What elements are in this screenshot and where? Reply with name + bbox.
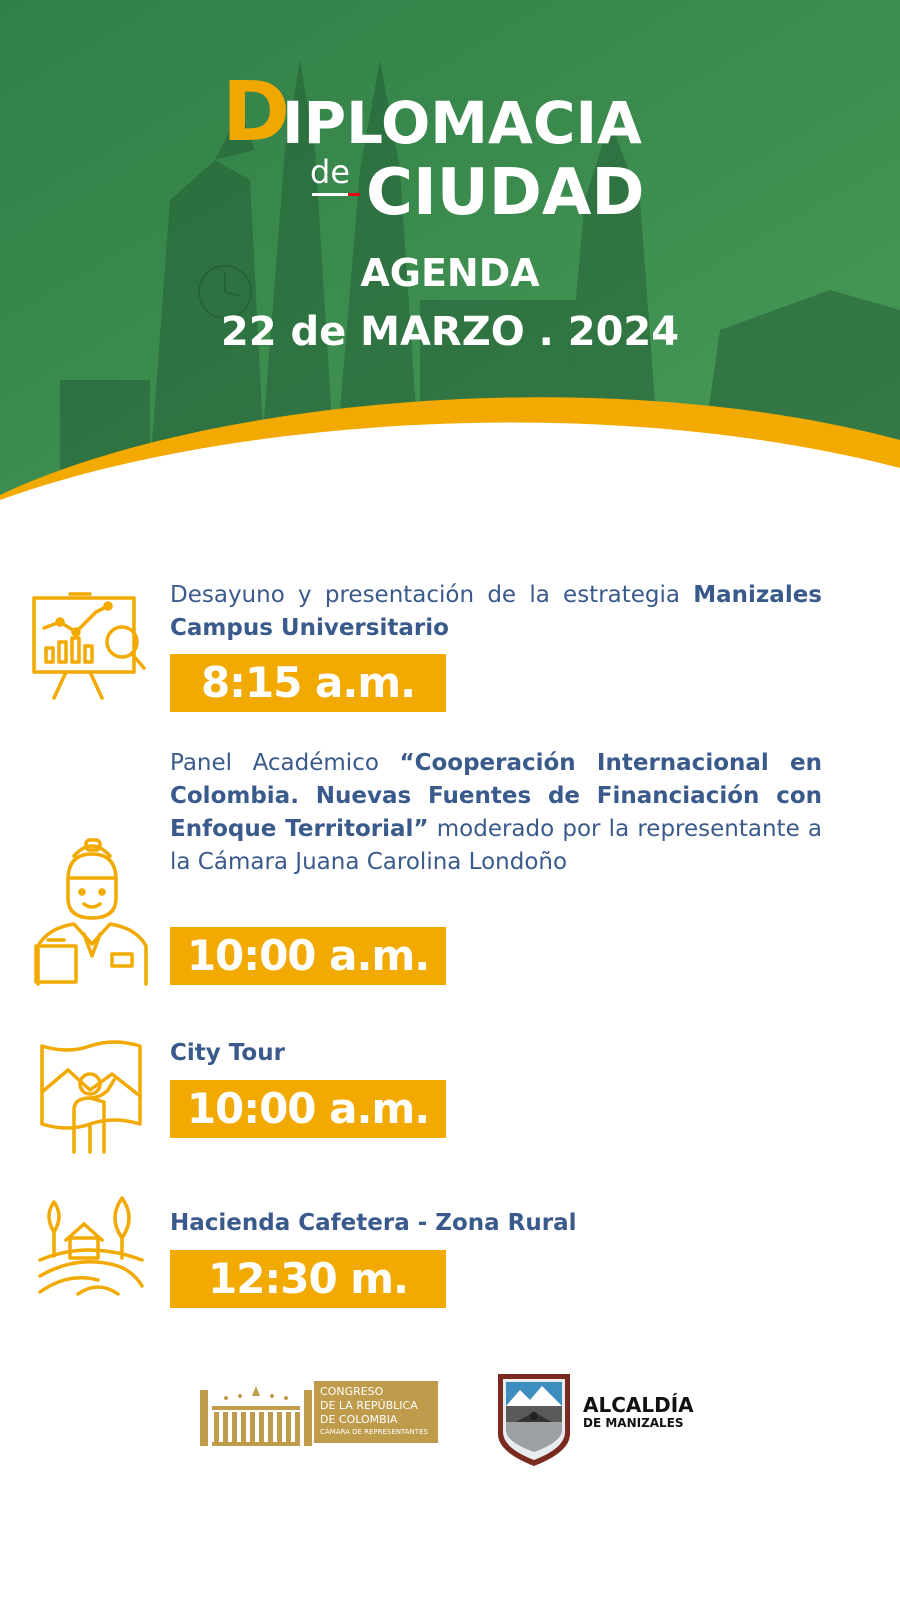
- agenda-item-4-title: Hacienda Cafetera - Zona Rural: [170, 1210, 577, 1236]
- alcaldia-logo-text: [583, 1394, 694, 1430]
- agenda-item-2-description: [170, 747, 822, 879]
- congreso-logo: [200, 1376, 444, 1448]
- presentation-chart-icon: [30, 592, 150, 704]
- farm-landscape-icon: [38, 1196, 144, 1296]
- agenda-item-3-time: 10:00 a.m.: [170, 1080, 446, 1138]
- agenda-item-4-description: [170, 1207, 822, 1240]
- manizales-shield-icon: [496, 1372, 572, 1468]
- title-de-red-accent: [348, 193, 360, 196]
- agenda-item-2-moderator: moderado por la representante a la Cámara Juana Carolina Londoño: [170, 816, 822, 875]
- agenda-item-1-text: Desayuno y presentación de la estrategia: [170, 582, 680, 608]
- agenda-item-1-description: [170, 579, 822, 645]
- agenda-item-1-time: 8:15 a.m.: [170, 654, 446, 712]
- agenda-item-2-highlight: “Cooperación Internacional en Colombia. Nuevas Fuentes de Financiación con Enfoque Territorial”: [170, 750, 822, 842]
- capitol-building-icon: [200, 1376, 312, 1448]
- header-banner: [0, 0, 900, 520]
- agenda-item-2-time: 10:00 a.m.: [170, 927, 446, 985]
- title-initial: D: [222, 65, 291, 160]
- agenda-item-1-highlight: Manizales Campus Universitario: [170, 582, 822, 641]
- agenda-item-3-description: [170, 1037, 822, 1070]
- congreso-line-4: CÁMARA DE REPRESENTANTES: [320, 1428, 428, 1436]
- congreso-line-2: DE LA REPÚBLICA: [320, 1399, 418, 1412]
- agenda-item-2-text: Panel Académico: [170, 750, 379, 776]
- congreso-text-block: [314, 1381, 438, 1443]
- title-line-1: IPLOMACIA: [282, 89, 642, 157]
- event-date: 22 de MARZO . 2024: [220, 309, 680, 355]
- speaker-panel-icon: [34, 836, 150, 986]
- alcaldia-line-1: ALCALDÍA: [583, 1393, 694, 1417]
- agenda-item-3-title: City Tour: [170, 1040, 285, 1066]
- agenda-item-4-time: 12:30 m.: [170, 1250, 446, 1308]
- city-tour-map-icon: [38, 1040, 144, 1154]
- congreso-line-1: CONGRESO: [320, 1385, 384, 1398]
- agenda-label: AGENDA: [360, 251, 540, 295]
- title-line-2: CIUDAD: [366, 156, 645, 230]
- alcaldia-line-2: DE MANIZALES: [583, 1416, 684, 1430]
- congreso-line-3: DE COLOMBIA: [320, 1413, 398, 1426]
- title-de: de: [310, 153, 350, 191]
